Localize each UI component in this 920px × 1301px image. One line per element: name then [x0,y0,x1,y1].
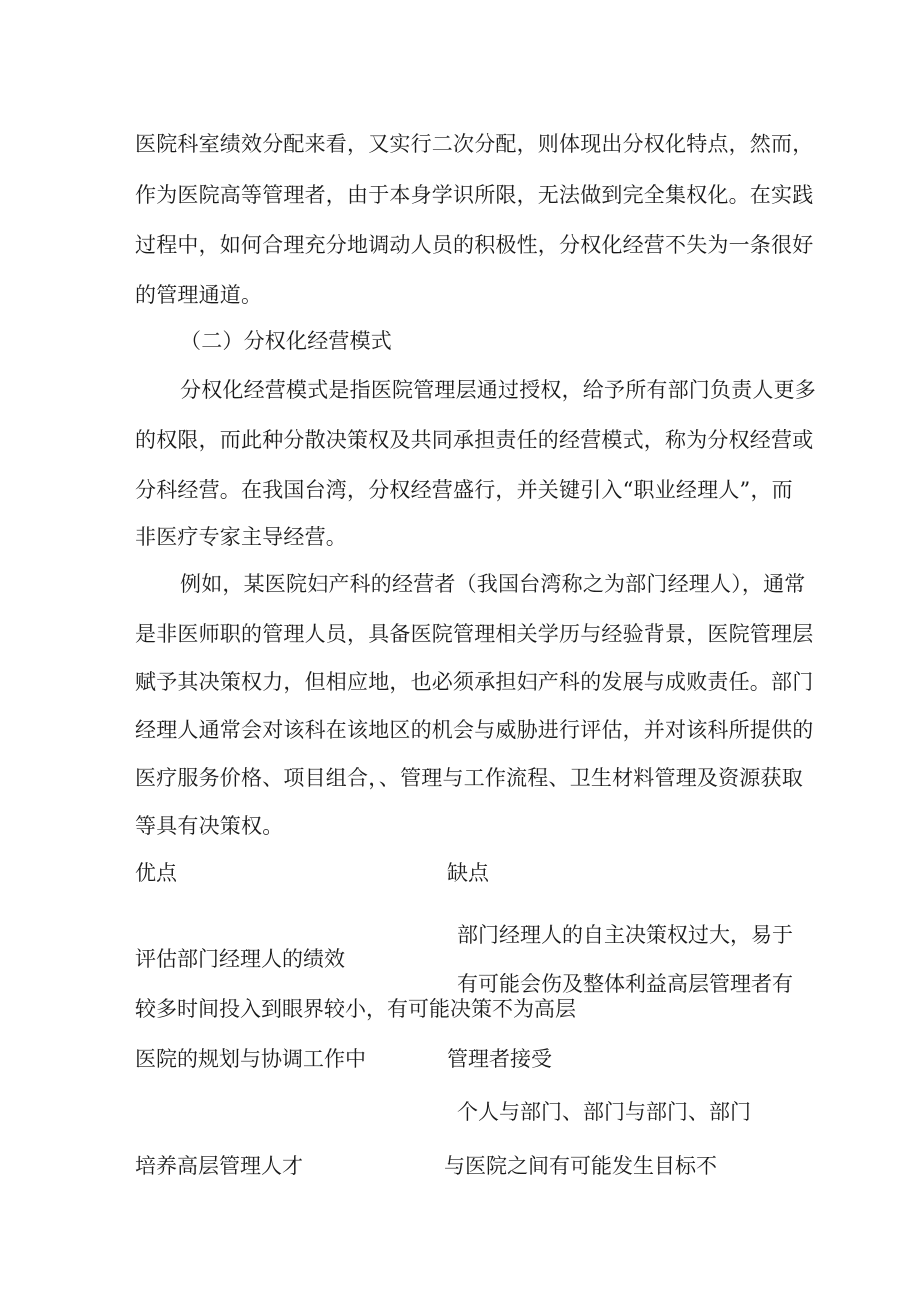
table-header-cons: 缺点 [447,861,489,885]
pros-line-3: 医院的规划与协调工作中 [135,1047,366,1071]
paragraph1-line-4: 的管理通道。 [135,283,263,307]
paragraph3-line-6: 等具有决策权。 [135,814,284,838]
cons-line-5: 与医院之间有可能发生目标不 [444,1154,717,1178]
cons-line-1: 部门经理人的自主决策权过大，易于 [457,923,793,947]
pros-line-2: 较多时间投入到眼界较小，有可能决策不为高层 [135,997,576,1021]
pros-line-1: 评估部门经理人的绩效 [135,947,345,971]
cons-line-4: 个人与部门、部门与部门、部门 [457,1100,751,1124]
table-header-pros: 优点 [135,861,177,885]
paragraph2-line-4: 非医疗专家主导经营。 [135,525,347,549]
paragraph3-line-4: 经理人通常会对该科在该地区的机会与威胁进行评估，并对该科所提供的 [135,718,814,742]
cons-line-2: 有可能会伤及整体利益高层管理者有 [457,972,793,996]
paragraph2-line-3: 分科经营。在我国台湾，分权经营盛行，并关键引入“职业经理人”，而 [135,478,793,502]
paragraph1-line-3: 过程中，如何合理充分地调动人员的积极性，分权化经营不失为一条很好 [135,233,814,257]
paragraph3-line-1: 例如，某医院妇产科的经营者（我国台湾称之为部门经理人），通常 [180,572,806,596]
paragraph3-line-2: 是非医师职的管理人员，具备医院管理相关学历与经验背景，医院管理层 [135,622,814,646]
cons-line-3: 管理者接受 [447,1047,552,1071]
paragraph2-line-1: 分权化经营模式是指医院管理层通过授权，给予所有部门负责人更多 [180,378,816,402]
paragraph3-line-3: 赋予其决策权力，但相应地，也必须承担妇产科的发展与成败责任。部门 [135,670,814,694]
paragraph1-line-2: 作为医院高等管理者，由于本身学识所限，无法做到完全集权化。在实践 [135,183,814,207]
section-heading: （二）分权化经营模式 [180,329,392,353]
paragraph3-line-5: 医疗服务价格、项目组合，、管理与工作流程、卫生材料管理及资源获取 [135,766,803,790]
pros-line-4: 培养高层管理人才 [135,1154,303,1178]
paragraph1-line-1: 医院科室绩效分配来看，又实行二次分配，则体现出分权化特点，然而， [135,132,814,156]
paragraph2-line-2: 的权限，而此种分散决策权及共同承担责任的经营模式，称为分权经营或 [135,428,814,452]
